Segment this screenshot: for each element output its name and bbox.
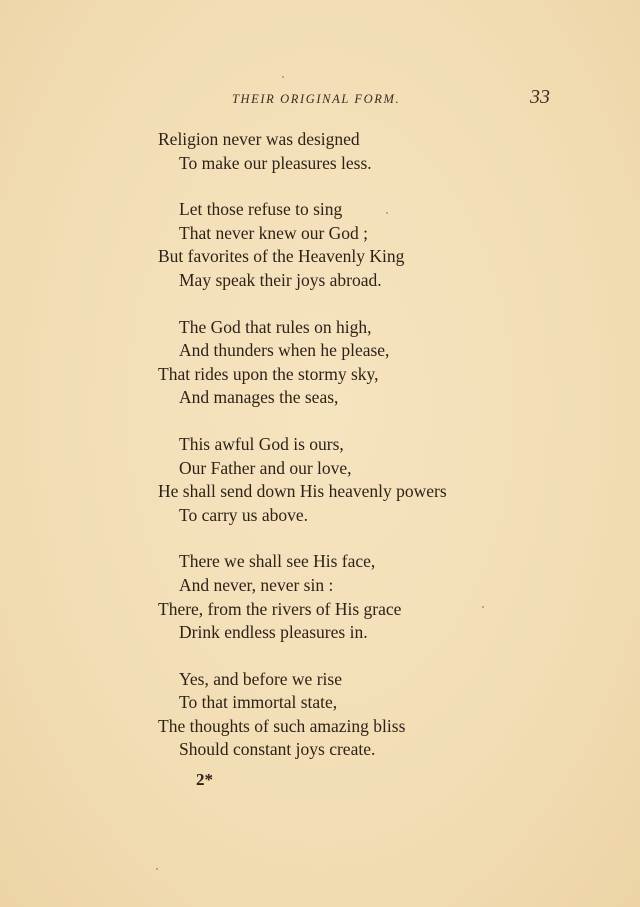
- poem-line: There, from the rivers of His grace: [158, 598, 402, 619]
- poem: [158, 128, 558, 785]
- poem-line: Should constant joys create.: [179, 739, 376, 760]
- stanza: [158, 668, 558, 762]
- stanza: [158, 198, 558, 292]
- poem-line: To that immortal state,: [179, 692, 338, 713]
- paper-speck: [282, 76, 284, 78]
- signature-mark: 2*: [196, 770, 213, 789]
- poem-line: Drink endless pleasures in.: [179, 622, 368, 643]
- poem-line: Religion never was designed: [158, 129, 360, 149]
- paper-speck: [386, 212, 388, 214]
- paper-speck: [482, 606, 484, 608]
- stanza: [158, 433, 558, 527]
- poem-line: That rides upon the stormy sky,: [158, 363, 379, 384]
- poem-line: May speak their joys abroad.: [179, 269, 382, 290]
- stanza: [158, 316, 558, 410]
- poem-line: He shall send down His heavenly powers: [158, 481, 447, 502]
- page-number: 33: [530, 86, 550, 108]
- poem-line: And thunders when he please,: [179, 340, 390, 361]
- poem-line: Let those refuse to sing: [179, 199, 343, 220]
- poem-line: This awful God is ours,: [179, 433, 344, 454]
- poem-line: To make our pleasures less.: [179, 152, 372, 173]
- poem-line: But favorites of the Heavenly King: [158, 246, 405, 267]
- poem-line: The God that rules on high,: [179, 316, 372, 337]
- stanza: [158, 550, 558, 644]
- poem-line: And never, never sin :: [179, 574, 334, 595]
- poem-line: There we shall see His face,: [179, 551, 376, 572]
- poem-line: That never knew our God ;: [179, 222, 369, 243]
- poem-line: Our Father and our love,: [179, 457, 352, 478]
- poem-line: And manages the seas,: [179, 387, 339, 408]
- poem-line: The thoughts of such amazing bliss: [158, 715, 406, 736]
- poem-line: Yes, and before we rise: [179, 668, 342, 689]
- poem-line: To carry us above.: [179, 504, 309, 525]
- running-title: THEIR ORIGINAL FORM.: [232, 92, 401, 106]
- paper-speck: [156, 868, 158, 870]
- stanza: [158, 128, 558, 175]
